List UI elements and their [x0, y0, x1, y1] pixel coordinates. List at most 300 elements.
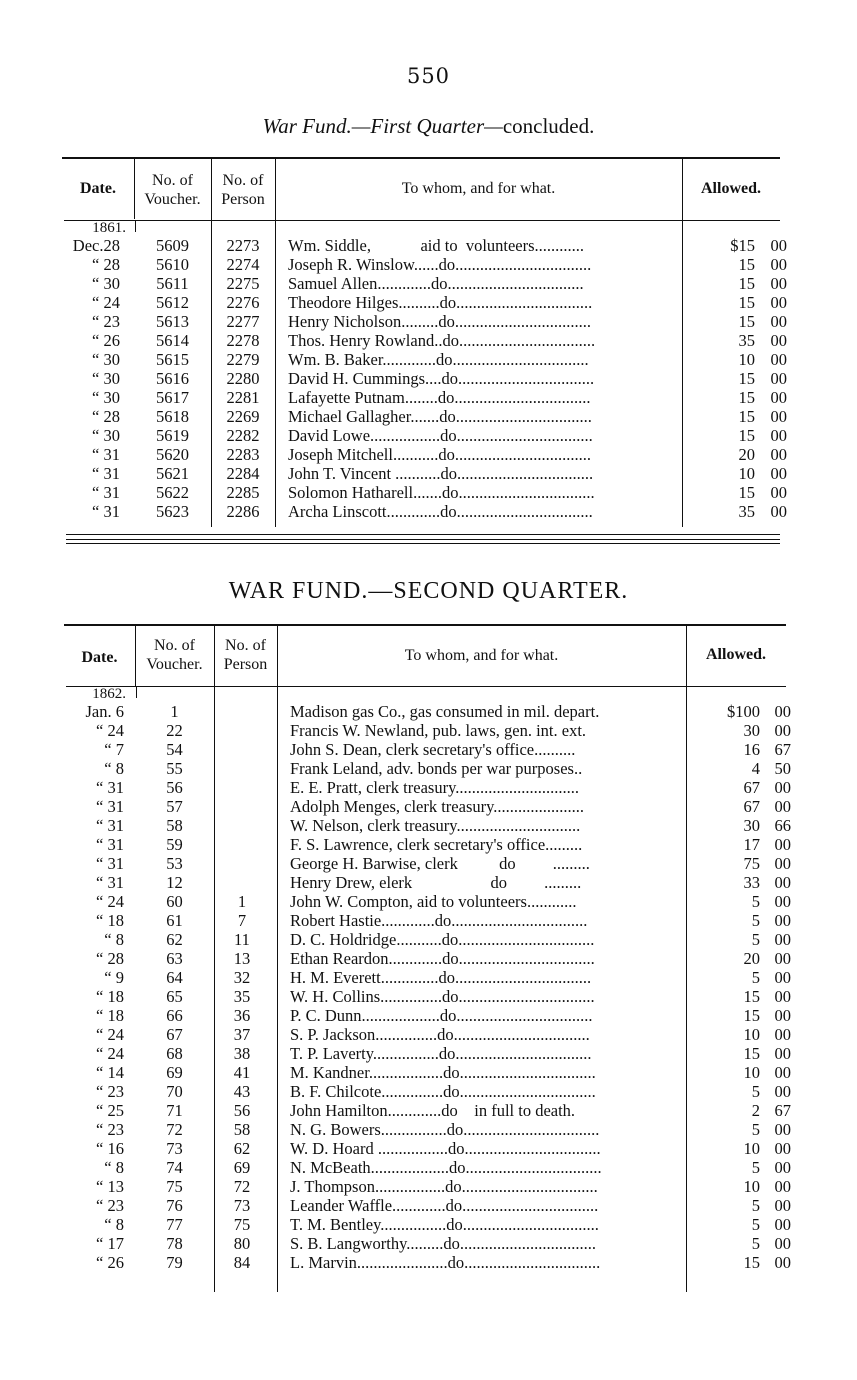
amount-cents-cell: 00: [774, 1063, 791, 1082]
amount-cents-cell: 00: [770, 274, 787, 293]
amount-dollars-cell: 10: [743, 1025, 760, 1044]
date-cell: “ 30: [92, 274, 120, 293]
amount-dollars-cell: 16: [743, 740, 760, 759]
table-row: [62, 388, 787, 407]
table-row: [64, 1025, 791, 1044]
voucher-cell: 57: [166, 797, 183, 816]
person-cell: 11: [234, 930, 250, 949]
person-cell: 2283: [226, 445, 260, 464]
person-cell: 84: [233, 1253, 251, 1272]
amount-dollars-cell: 15: [738, 426, 755, 445]
amount-cents-cell: 00: [774, 987, 791, 1006]
date-cell: “ 17: [96, 1234, 124, 1253]
voucher-cell: 73: [166, 1139, 183, 1158]
date-cell: “ 18: [96, 987, 124, 1006]
amount-cents-cell: 00: [770, 331, 787, 350]
amount-cents-cell: 00: [770, 464, 787, 483]
amount-dollars-cell: 15: [738, 369, 755, 388]
amount-cents-cell: 00: [774, 835, 791, 854]
table-row: [62, 350, 787, 369]
person-cell: 2273: [226, 236, 260, 255]
date-cell: “ 23: [96, 1120, 124, 1139]
amount-dollars-cell: 20: [743, 949, 760, 968]
whom-cell: Ethan Reardon.............do.................................: [290, 949, 595, 968]
whom-cell: John S. Dean, clerk secretary's office..........: [290, 740, 576, 759]
voucher-cell: 22: [166, 721, 183, 740]
voucher-cell: 61: [166, 911, 183, 930]
table-row: [64, 873, 791, 892]
table-row: [64, 1158, 791, 1177]
amount-dollars-cell: 15: [738, 312, 755, 331]
table-row: [64, 740, 791, 759]
date-cell: “ 25: [96, 1101, 124, 1120]
table-row: [64, 759, 791, 778]
amount-dollars-cell: 15: [738, 388, 755, 407]
person-cell: 13: [233, 949, 251, 968]
table-row: [64, 1196, 791, 1215]
table-row: [64, 1139, 791, 1158]
voucher-cell: 5621: [156, 464, 189, 483]
header-allowed: Allowed.: [706, 646, 766, 663]
person-cell: 2282: [226, 426, 260, 445]
amount-dollars-cell: 30: [743, 816, 760, 835]
voucher-cell: 5610: [156, 255, 189, 274]
person-cell: 2285: [226, 483, 260, 502]
table-row: [64, 721, 791, 740]
voucher-cell: 79: [166, 1253, 183, 1272]
table-row: [62, 369, 787, 388]
amount-dollars-cell: 5: [751, 1158, 760, 1177]
table-row: [64, 1253, 791, 1272]
voucher-cell: 56: [166, 778, 183, 797]
person-cell: 75: [233, 1215, 251, 1234]
voucher-cell: 59: [166, 835, 183, 854]
whom-cell: George H. Barwise, clerk do .........: [290, 854, 590, 873]
voucher-cell: 63: [166, 949, 183, 968]
voucher-cell: 67: [166, 1025, 183, 1044]
amount-dollars-cell: $100: [727, 702, 760, 721]
whom-cell: M. Kandner..................do.................................: [290, 1063, 596, 1082]
voucher-cell: 5620: [156, 445, 189, 464]
voucher-cell: 5611: [156, 274, 189, 293]
person-cell: 7: [237, 911, 247, 930]
date-cell: “ 13: [96, 1177, 124, 1196]
table-row: [64, 1177, 791, 1196]
whom-cell: Wm. Siddle, aid to volunteers............: [288, 236, 585, 255]
amount-dollars-cell: 67: [743, 797, 760, 816]
amount-dollars-cell: 15: [743, 1044, 760, 1063]
amount-cents-cell: 00: [770, 350, 787, 369]
whom-cell: P. C. Dunn...................do.................................: [290, 1006, 593, 1025]
header-date: Date.: [81, 649, 118, 666]
whom-cell: Robert Hastie.............do.................................: [290, 911, 588, 930]
whom-cell: Lafayette Putnam........do.................................: [288, 388, 591, 407]
date-cell: “ 30: [92, 426, 120, 445]
amount-dollars-cell: 15: [738, 407, 755, 426]
date-cell: “ 30: [92, 369, 120, 388]
person-cell: 41: [233, 1063, 251, 1082]
header-whom: To whom, and for what.: [401, 180, 556, 197]
date-cell: “ 23: [96, 1196, 124, 1215]
date-cell: “ 9: [104, 968, 124, 987]
whom-cell: Solomon Hatharell.......do.................................: [288, 483, 595, 502]
table-row: [64, 930, 791, 949]
voucher-cell: 60: [166, 892, 183, 911]
table-row: [64, 1215, 791, 1234]
table-row: [64, 1006, 791, 1025]
amount-cents-cell: 00: [774, 1158, 791, 1177]
whom-cell: Samuel Allen.............do.................................: [288, 274, 584, 293]
whom-cell: Leander Waffle.............do.................................: [290, 1196, 599, 1215]
table-row: [62, 255, 787, 274]
voucher-cell: 5616: [156, 369, 189, 388]
amount-dollars-cell: 15: [738, 274, 755, 293]
date-cell: “ 8: [104, 1215, 124, 1234]
amount-cents-cell: 00: [770, 502, 787, 521]
header-whom: To whom, and for what.: [404, 647, 559, 664]
page-number: 550: [406, 64, 451, 88]
voucher-cell: 69: [166, 1063, 183, 1082]
date-cell: “ 31: [92, 502, 120, 521]
whom-cell: J. Thompson.................do.................................: [290, 1177, 598, 1196]
amount-dollars-cell: 15: [743, 987, 760, 1006]
amount-cents-cell: 67: [774, 1101, 791, 1120]
amount-cents-cell: 00: [774, 778, 791, 797]
section-title-first-quarter: [0, 114, 857, 139]
person-cell: 62: [233, 1139, 251, 1158]
title-italic-part: War Fund.—First Quarter—: [262, 114, 503, 138]
voucher-cell: 74: [166, 1158, 183, 1177]
person-cell: 2284: [226, 464, 260, 483]
table-row: [62, 293, 787, 312]
whom-cell: Joseph Mitchell...........do.................................: [288, 445, 591, 464]
amount-cents-cell: 00: [774, 797, 791, 816]
amount-cents-cell: 00: [774, 1006, 791, 1025]
amount-cents-cell: 00: [774, 1082, 791, 1101]
year-label: 1862.: [92, 686, 126, 702]
voucher-cell: 64: [166, 968, 183, 987]
amount-cents-cell: 00: [774, 854, 791, 873]
date-cell: “ 31: [96, 778, 124, 797]
whom-cell: T. P. Laverty................do.................................: [290, 1044, 592, 1063]
voucher-cell: 72: [166, 1120, 183, 1139]
amount-dollars-cell: 67: [743, 778, 760, 797]
date-cell: “ 14: [96, 1063, 124, 1082]
amount-dollars-cell: 10: [743, 1177, 760, 1196]
voucher-cell: 76: [166, 1196, 183, 1215]
table-row: [64, 1101, 791, 1120]
person-cell: 36: [233, 1006, 251, 1025]
header-voucher: No. of Voucher.: [146, 637, 203, 673]
table-row: [62, 426, 787, 445]
date-cell: “ 31: [96, 873, 124, 892]
table-row: [62, 312, 787, 331]
whom-cell: E. E. Pratt, clerk treasury..............................: [290, 778, 579, 797]
whom-cell: W. H. Collins...............do.................................: [290, 987, 595, 1006]
header-allowed: Allowed.: [701, 180, 761, 197]
amount-dollars-cell: 5: [751, 930, 760, 949]
whom-cell: Henry Nicholson.........do.................................: [288, 312, 591, 331]
amount-dollars-cell: 75: [743, 854, 760, 873]
whom-cell: F. S. Lawrence, clerk secretary's office.........: [290, 835, 583, 854]
amount-dollars-cell: 5: [751, 1120, 760, 1139]
table-row: [62, 331, 787, 350]
date-cell: “ 31: [96, 816, 124, 835]
whom-cell: H. M. Everett..............do.................................: [290, 968, 592, 987]
amount-dollars-cell: 17: [743, 835, 760, 854]
table-row: [64, 968, 791, 987]
voucher-cell: 53: [166, 854, 183, 873]
voucher-cell: 68: [166, 1044, 183, 1063]
date-cell: “ 28: [92, 407, 120, 426]
whom-cell: Henry Drew, elerk do .........: [290, 873, 582, 892]
year-row: [62, 221, 780, 236]
person-cell: 73: [233, 1196, 251, 1215]
whom-cell: Theodore Hilges..........do.................................: [288, 293, 593, 312]
amount-dollars-cell: 10: [743, 1063, 760, 1082]
voucher-cell: 70: [166, 1082, 183, 1101]
person-cell: 2275: [226, 274, 260, 293]
date-cell: “ 28: [96, 949, 124, 968]
person-cell: 72: [233, 1177, 251, 1196]
table-row: [64, 1234, 791, 1253]
date-cell: “ 31: [92, 464, 120, 483]
date-cell: “ 31: [96, 854, 124, 873]
date-cell: “ 16: [96, 1139, 124, 1158]
date-cell: Dec.28: [72, 236, 120, 255]
person-cell: 2280: [226, 369, 260, 388]
voucher-cell: 5614: [156, 331, 189, 350]
table-row: [62, 236, 787, 255]
amount-cents-cell: 00: [774, 1253, 791, 1272]
person-cell: 1: [237, 892, 247, 911]
table-row: [64, 816, 791, 835]
amount-dollars-cell: 5: [751, 892, 760, 911]
whom-cell: Francis W. Newland, pub. laws, gen. int. ext.: [290, 721, 587, 740]
whom-cell: L. Marvin......................do.................................: [290, 1253, 601, 1272]
amount-cents-cell: 00: [774, 911, 791, 930]
person-cell: 80: [233, 1234, 251, 1253]
amount-cents-cell: 00: [774, 702, 791, 721]
amount-dollars-cell: 5: [751, 968, 760, 987]
amount-dollars-cell: 35: [738, 331, 755, 350]
amount-dollars-cell: 5: [751, 1196, 760, 1215]
voucher-cell: 5618: [156, 407, 189, 426]
whom-cell: John Hamilton.............do in full to death.: [290, 1101, 576, 1120]
amount-dollars-cell: 4: [751, 759, 760, 778]
year-label: 1861.: [92, 220, 126, 236]
date-cell: Jan. 6: [85, 702, 124, 721]
amount-dollars-cell: 5: [751, 1082, 760, 1101]
amount-cents-cell: 00: [770, 369, 787, 388]
amount-cents-cell: 00: [774, 968, 791, 987]
amount-cents-cell: 00: [770, 483, 787, 502]
amount-dollars-cell: 10: [738, 350, 755, 369]
date-cell: “ 31: [96, 835, 124, 854]
header-person: No. of Person: [221, 172, 265, 208]
person-cell: 2279: [226, 350, 260, 369]
whom-cell: John W. Compton, aid to volunteers............: [290, 892, 577, 911]
date-cell: “ 26: [92, 331, 120, 350]
table-row: [64, 702, 791, 721]
amount-dollars-cell: 33: [743, 873, 760, 892]
amount-dollars-cell: 5: [751, 1215, 760, 1234]
voucher-cell: 58: [166, 816, 183, 835]
amount-dollars-cell: 20: [738, 445, 755, 464]
header-person: No. of Person: [223, 637, 268, 673]
whom-cell: David Lowe.................do.................................: [288, 426, 593, 445]
table-row: [62, 407, 787, 426]
amount-cents-cell: 66: [774, 816, 791, 835]
table-row: [64, 892, 791, 911]
table-row: [62, 464, 787, 483]
date-cell: “ 31: [96, 797, 124, 816]
whom-cell: N. G. Bowers................do.................................: [290, 1120, 600, 1139]
person-cell: 35: [233, 987, 251, 1006]
table-row: [64, 949, 791, 968]
person-cell: 2276: [226, 293, 260, 312]
whom-cell: David H. Cummings....do.................................: [288, 369, 595, 388]
voucher-cell: 1: [170, 702, 179, 721]
voucher-cell: 12: [166, 873, 183, 892]
date-cell: “ 7: [104, 740, 124, 759]
voucher-cell: 5612: [156, 293, 189, 312]
person-cell: 2277: [226, 312, 260, 331]
table-row: [64, 1063, 791, 1082]
voucher-cell: 5609: [156, 236, 189, 255]
date-cell: “ 18: [96, 911, 124, 930]
whom-cell: S. B. Langworthy.........do.................................: [290, 1234, 597, 1253]
amount-dollars-cell: 15: [738, 255, 755, 274]
amount-cents-cell: 00: [770, 426, 787, 445]
whom-cell: D. C. Holdridge...........do.................................: [290, 930, 595, 949]
amount-dollars-cell: 5: [751, 911, 760, 930]
person-cell: 69: [233, 1158, 251, 1177]
amount-cents-cell: 00: [774, 1139, 791, 1158]
amount-cents-cell: 00: [770, 388, 787, 407]
amount-cents-cell: 00: [774, 1120, 791, 1139]
amount-dollars-cell: 35: [738, 502, 755, 521]
header-date: Date.: [80, 180, 116, 197]
amount-cents-cell: 00: [770, 255, 787, 274]
person-cell: 2286: [226, 502, 260, 521]
person-cell: 2281: [226, 388, 260, 407]
amount-dollars-cell: 10: [743, 1139, 760, 1158]
date-cell: “ 31: [92, 445, 120, 464]
voucher-cell: 5619: [156, 426, 189, 445]
table-row: [64, 797, 791, 816]
amount-dollars-cell: 30: [743, 721, 760, 740]
amount-cents-cell: 00: [770, 293, 787, 312]
whom-cell: Joseph R. Winslow......do.................................: [288, 255, 592, 274]
voucher-cell: 5622: [156, 483, 189, 502]
person-cell: 38: [233, 1044, 251, 1063]
amount-dollars-cell: 15: [743, 1006, 760, 1025]
header-voucher: No. of Voucher.: [144, 172, 201, 208]
date-cell: “ 24: [96, 1025, 124, 1044]
amount-cents-cell: 00: [774, 873, 791, 892]
table-row: [62, 274, 787, 293]
voucher-cell: 54: [166, 740, 183, 759]
table-row: [64, 854, 791, 873]
whom-cell: N. McBeath...................do.................................: [290, 1158, 602, 1177]
amount-dollars-cell: 15: [738, 293, 755, 312]
whom-cell: Archa Linscott.............do.................................: [288, 502, 593, 521]
amount-cents-cell: 00: [774, 721, 791, 740]
whom-cell: W. D. Hoard .................do.................................: [290, 1139, 601, 1158]
table-row: [64, 987, 791, 1006]
voucher-cell: 78: [166, 1234, 183, 1253]
amount-dollars-cell: 2: [751, 1101, 760, 1120]
amount-dollars-cell: 10: [738, 464, 755, 483]
person-cell: 56: [233, 1101, 251, 1120]
person-cell: 37: [233, 1025, 251, 1044]
voucher-cell: 5617: [156, 388, 189, 407]
date-cell: “ 23: [96, 1082, 124, 1101]
date-cell: “ 26: [96, 1253, 124, 1272]
amount-cents-cell: 00: [774, 892, 791, 911]
table-row: [62, 445, 787, 464]
person-cell: 2278: [226, 331, 260, 350]
date-cell: “ 8: [104, 930, 124, 949]
whom-cell: Wm. B. Baker.............do.................................: [288, 350, 589, 369]
whom-cell: Thos. Henry Rowland..do.................................: [288, 331, 596, 350]
whom-cell: Madison gas Co., gas consumed in mil. depart.: [290, 702, 600, 721]
voucher-cell: 66: [166, 1006, 183, 1025]
person-cell: 2274: [226, 255, 260, 274]
table-row: [62, 483, 787, 502]
table-row: [64, 1044, 791, 1063]
amount-cents-cell: 50: [774, 759, 791, 778]
whom-cell: Adolph Menges, clerk treasury......................: [290, 797, 585, 816]
voucher-cell: 77: [166, 1215, 183, 1234]
amount-dollars-cell: 5: [751, 1234, 760, 1253]
amount-cents-cell: 00: [770, 445, 787, 464]
whom-cell: B. F. Chilcote...............do.................................: [290, 1082, 596, 1101]
whom-cell: John T. Vincent ...........do.................................: [288, 464, 594, 483]
amount-cents-cell: 67: [774, 740, 791, 759]
person-cell: 2269: [226, 407, 260, 426]
amount-cents-cell: 00: [770, 407, 787, 426]
year-row: [64, 687, 786, 702]
person-cell: 58: [233, 1120, 251, 1139]
table-row: [64, 835, 791, 854]
table-row: [62, 502, 787, 521]
voucher-cell: 5615: [156, 350, 189, 369]
person-cell: 43: [233, 1082, 251, 1101]
voucher-cell: 55: [166, 759, 183, 778]
whom-cell: Frank Leland, adv. bonds per war purposes..: [290, 759, 583, 778]
first-quarter-table: [62, 157, 787, 547]
table-row: [64, 778, 791, 797]
amount-dollars-cell: $15: [730, 236, 755, 255]
amount-cents-cell: 00: [774, 1177, 791, 1196]
amount-cents-cell: 00: [774, 1025, 791, 1044]
amount-cents-cell: 00: [774, 1044, 791, 1063]
amount-dollars-cell: 15: [738, 483, 755, 502]
date-cell: “ 18: [96, 1006, 124, 1025]
date-cell: “ 24: [92, 293, 120, 312]
date-cell: “ 24: [96, 1044, 124, 1063]
table-row: [64, 911, 791, 930]
voucher-cell: 5613: [156, 312, 189, 331]
person-cell: 32: [233, 968, 251, 987]
date-cell: “ 28: [92, 255, 120, 274]
table-row: [64, 1120, 791, 1139]
voucher-cell: 71: [166, 1101, 183, 1120]
amount-cents-cell: 00: [770, 236, 787, 255]
date-cell: “ 23: [92, 312, 120, 331]
